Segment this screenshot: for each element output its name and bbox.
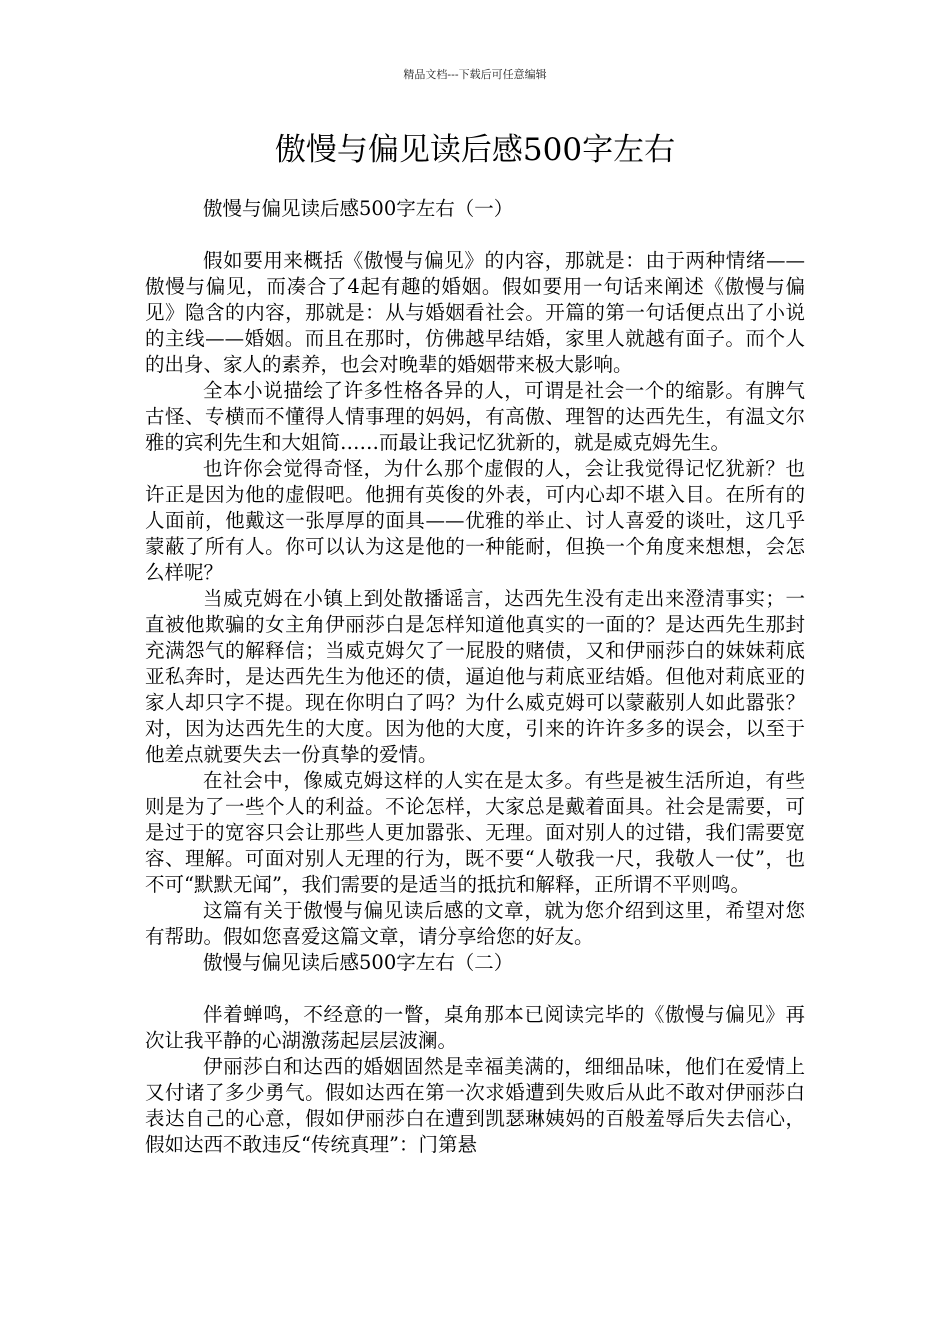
section-2-paragraph-1: 伴着蝉鸣，不经意的一瞥，桌角那本已阅读完毕的《傲慢与偏见》再次让我平静的心湖激荡起层层波澜。: [145, 1003, 805, 1052]
section-1-paragraph-6: 这篇有关于傲慢与偏见读后感的文章，就为您介绍到这里，希望对您有帮助。假如您喜爱这篇文章，请分享给您的好友。: [145, 899, 805, 948]
section-1-paragraph-5: 在社会中，像威克姆这样的人实在是太多。有些是被生活所迫，有些则是为了一些个人的利益。不论怎样，大家总是戴着面具。社会是需要，可是过于的宽容只会让那些人更加嚣张、无理。面对别人的过错，我们需要宽容、理解。可面对别人无理的行为，既不要“人敬我一尺，我敬人一仗”，也不可“默默无闻”，我们需要的是适当的抵抗和解释，正所谓不平则鸣。: [145, 769, 805, 896]
section-1-heading: 傲慢与偏见读后感500字左右（一）: [203, 197, 514, 220]
section-2-heading: 傲慢与偏见读后感500字左右（二）: [203, 951, 514, 974]
section-2-paragraph-2: 伊丽莎白和达西的婚姻固然是幸福美满的，细细品味，他们在爱情上又付诸了多少勇气。假如达西在第一次求婚遭到失败后从此不敢对伊丽莎白表达自己的心意，假如伊丽莎白在遭到凯瑟琳姨妈的百般羞辱后失去信心，假如达西不敢违反“传统真理”：门第悬: [145, 1055, 805, 1156]
document-body: [145, 196, 805, 1158]
section-1-paragraph-2: 全本小说描绘了许多性格各异的人，可谓是社会一个的缩影。有脾气古怪、专横而不懂得人情事理的妈妈，有高傲、理智的达西先生，有温文尔雅的宾利先生和大姐简……而最让我记忆犹新的，就是威克姆先生。: [145, 379, 805, 454]
page-title: 傲慢与偏见读后感500字左右: [274, 132, 676, 168]
header-note: 精品文档---下载后可任意编辑: [403, 68, 547, 81]
section-1-paragraph-4: 当威克姆在小镇上到处散播谣言，达西先生没有走出来澄清事实；一直被他欺骗的女主角伊丽莎白是怎样知道他真实的一面的？是达西先生那封充满怨气的解释信；当威克姆欠了一屁股的赌债，又和伊丽莎白的妹妹莉底亚私奔时，是达西先生为他还的债，逼迫他与莉底亚结婚。但他对莉底亚的家人却只字不提。现在你明白了吗？为什么威克姆可以蒙蔽别人如此嚣张？对，因为达西先生的大度。因为他的大度，引来的许许多多的误会，以至于他差点就要失去一份真挚的爱情。: [145, 587, 805, 766]
section-1-paragraph-1: 假如要用来概括《傲慢与偏见》的内容，那就是：由于两种情绪——傲慢与偏见，而凑合了4起有趣的婚姻。假如要用一句话来阐述《傲慢与偏见》隐含的内容，那就是：从与婚姻看社会。开篇的第一句话便点出了小说的主线——婚姻。而且在那时，仿佛越早结婚，家里人就越有面子。而个人的出身、家人的素养，也会对晚辈的婚姻带来极大影响。: [145, 249, 805, 376]
section-1-paragraph-3: 也许你会觉得奇怪，为什么那个虚假的人，会让我觉得记忆犹新？也许正是因为他的虚假吧。他拥有英俊的外表，可内心却不堪入目。在所有的人面前，他戴这一张厚厚的面具——优雅的举止、讨人喜爱的谈吐，这几乎蒙蔽了所有人。你可以认为这是他的一种能耐，但换一个角度来想想，会怎么样呢？: [145, 457, 805, 584]
